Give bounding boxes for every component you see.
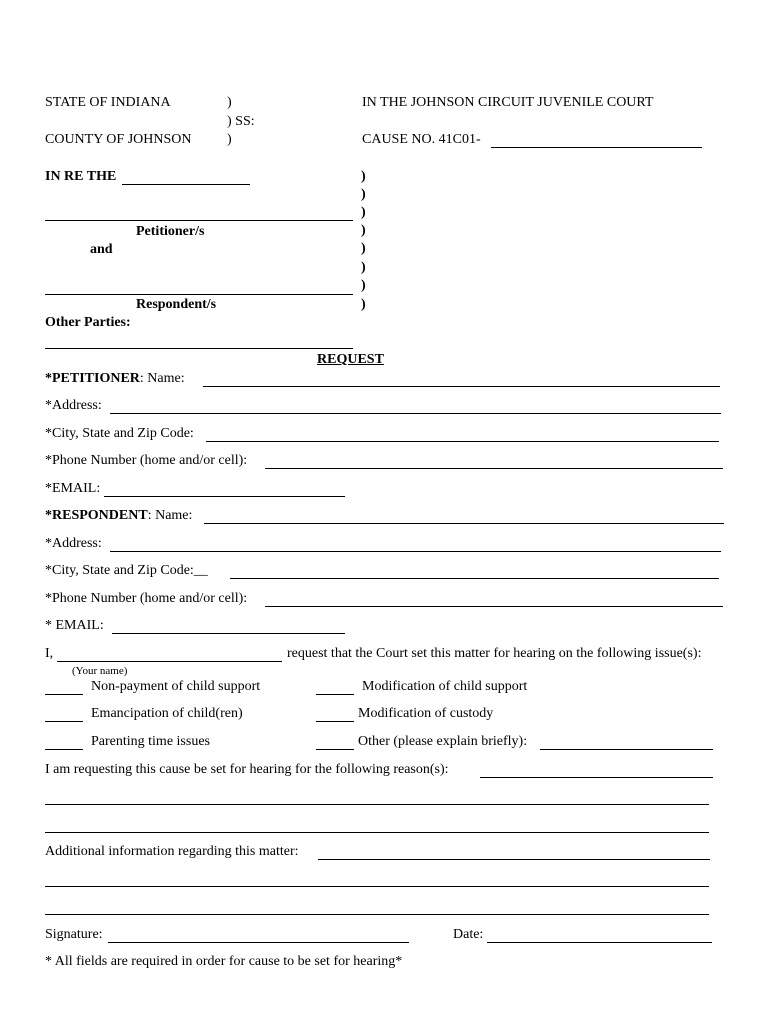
petitioner-caption-label: Petitioner/s	[136, 224, 205, 239]
reasons-label: I am requesting this cause be set for hearing for the following reason(s):	[45, 762, 449, 777]
petitioner-name-field[interactable]	[203, 370, 720, 387]
respondent-name-label: *RESPONDENT: Name:	[45, 508, 193, 523]
issue-label: Parenting time issues	[91, 734, 210, 749]
caption-paren: )	[361, 205, 366, 220]
petitioner-address-label: *Address:	[45, 398, 102, 413]
issue-label: Non-payment of child support	[91, 679, 261, 694]
other-explain-field[interactable]	[540, 733, 713, 750]
issue-checkbox-line[interactable]	[316, 749, 354, 750]
caption-paren: )	[361, 223, 366, 238]
petitioner-caption-field[interactable]	[45, 204, 353, 221]
additional-info-field[interactable]	[318, 843, 710, 860]
additional-info-line[interactable]	[45, 898, 709, 915]
signature-field[interactable]	[108, 926, 409, 943]
county-label: COUNTY OF JOHNSON	[45, 132, 192, 147]
ss-label: ) SS:	[227, 114, 255, 129]
respondent-caption-field[interactable]	[45, 278, 353, 295]
in-re-field[interactable]	[122, 168, 250, 185]
your-name-caption: (Your name)	[72, 665, 128, 677]
petitioner-phone-label: *Phone Number (home and/or cell):	[45, 453, 248, 468]
respondent-email-field[interactable]	[112, 617, 345, 634]
additional-info-label: Additional information regarding this matter:	[45, 844, 299, 859]
issue-label: Modification of child support	[362, 679, 528, 694]
date-field[interactable]	[487, 926, 712, 943]
respondent-phone-field[interactable]	[265, 590, 723, 607]
petitioner-email-label: *EMAIL:	[45, 481, 101, 496]
caption-paren: )	[227, 95, 232, 110]
issue-checkbox-line[interactable]	[316, 694, 354, 695]
caption-paren: )	[361, 187, 366, 202]
respondent-address-label: *Address:	[45, 536, 102, 551]
respondent-email-label: * EMAIL:	[45, 618, 104, 633]
your-name-field[interactable]	[57, 645, 282, 662]
request-title: REQUEST	[317, 352, 384, 367]
petitioner-address-field[interactable]	[110, 397, 721, 414]
cause-number-label: CAUSE NO. 41C01-	[362, 132, 481, 147]
caption-paren: )	[361, 278, 366, 293]
issue-label: Modification of custody	[358, 706, 494, 721]
cause-number-field[interactable]	[491, 131, 702, 148]
request-suffix: request that the Court set this matter for hearing on the following issue(s):	[287, 646, 702, 661]
court-name: IN THE JOHNSON CIRCUIT JUVENILE COURT	[362, 95, 654, 110]
respondent-city-label: *City, State and Zip Code:__	[45, 563, 208, 578]
issue-checkbox-line[interactable]	[45, 721, 83, 722]
caption-paren: )	[361, 169, 366, 184]
petitioner-name-label: *PETITIONER: Name:	[45, 371, 185, 386]
date-label: Date:	[453, 927, 484, 942]
request-prefix: I,	[45, 646, 54, 661]
in-re-label: IN RE THE	[45, 169, 117, 184]
caption-paren: )	[361, 297, 366, 312]
reasons-field[interactable]	[480, 761, 713, 778]
issue-label: Other (please explain briefly):	[358, 734, 528, 749]
required-fields-note: * All fields are required in order for cause to be set for hearing*	[45, 954, 403, 969]
issue-label: Emancipation of child(ren)	[91, 706, 243, 721]
reasons-line[interactable]	[45, 816, 709, 833]
petitioner-city-label: *City, State and Zip Code:	[45, 426, 194, 441]
petitioner-city-field[interactable]	[206, 425, 719, 442]
petitioner-email-field[interactable]	[104, 480, 345, 497]
petitioner-phone-field[interactable]	[265, 452, 723, 469]
issue-checkbox-line[interactable]	[316, 721, 354, 722]
additional-info-line[interactable]	[45, 870, 709, 887]
respondent-name-field[interactable]	[204, 507, 724, 524]
other-parties-field[interactable]	[45, 332, 353, 349]
respondent-phone-label: *Phone Number (home and/or cell):	[45, 591, 248, 606]
respondent-city-field[interactable]	[230, 562, 719, 579]
issue-checkbox-line[interactable]	[45, 749, 83, 750]
caption-paren: )	[227, 132, 232, 147]
signature-label: Signature:	[45, 927, 103, 942]
caption-paren: )	[361, 260, 366, 275]
and-label: and	[90, 242, 113, 257]
respondent-caption-label: Respondent/s	[136, 297, 217, 312]
state-label: STATE OF INDIANA	[45, 95, 171, 110]
respondent-address-field[interactable]	[110, 535, 721, 552]
reasons-line[interactable]	[45, 788, 709, 805]
other-parties-label: Other Parties:	[45, 315, 131, 330]
issue-checkbox-line[interactable]	[45, 694, 83, 695]
caption-paren: )	[361, 241, 366, 256]
